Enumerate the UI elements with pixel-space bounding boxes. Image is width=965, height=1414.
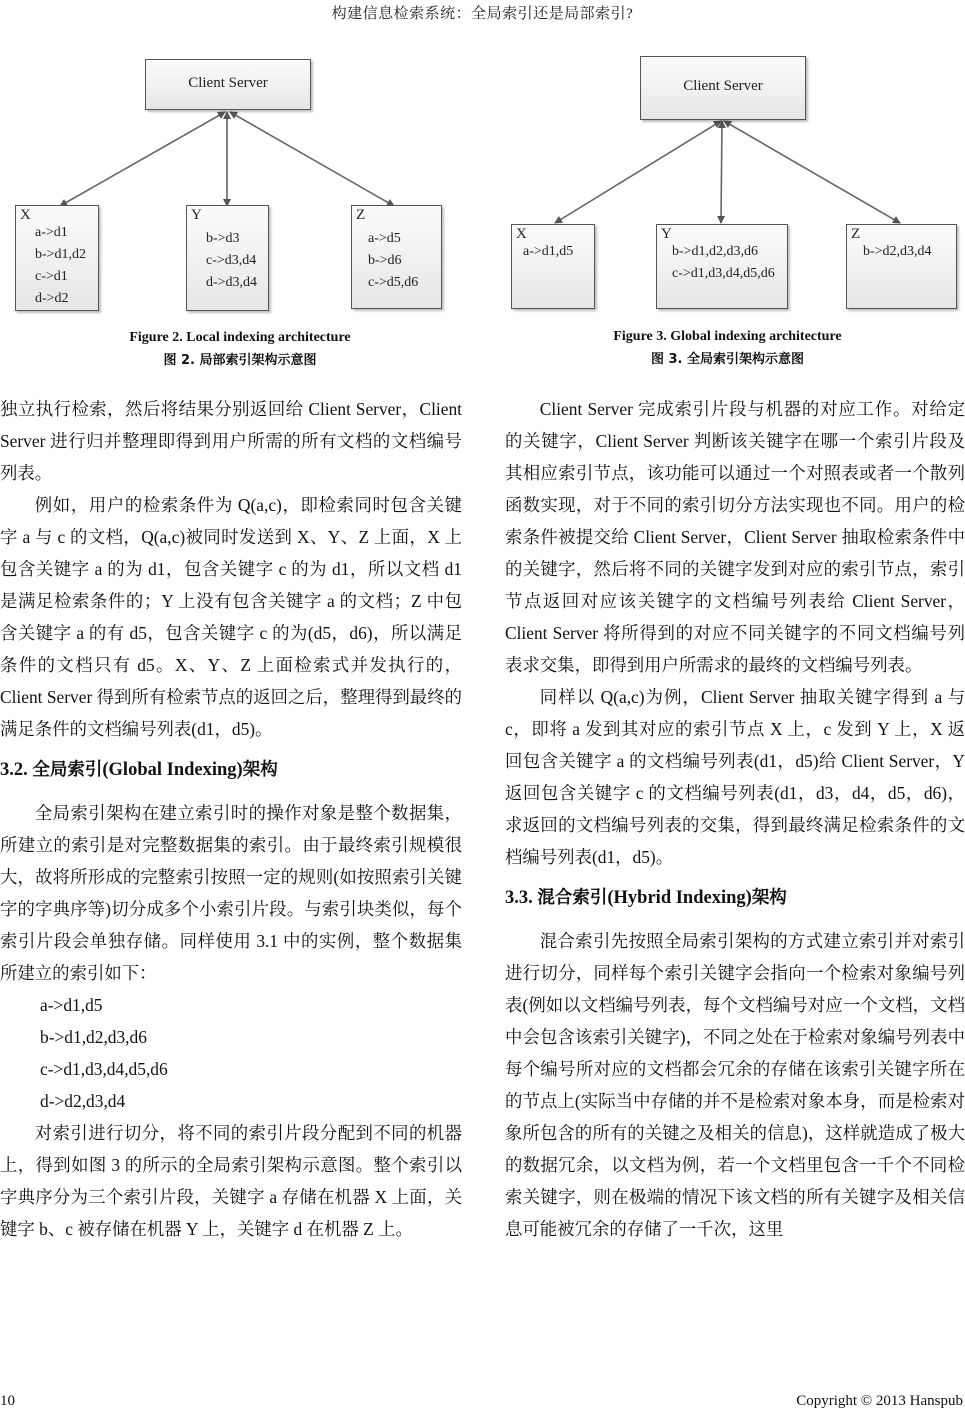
node-label: Y (661, 226, 672, 242)
node-label: X (516, 226, 527, 242)
index-entry: d->d2 (35, 291, 69, 306)
arrow-server-to-z (230, 112, 394, 206)
index-node-z (846, 224, 957, 309)
arrow-server-to-y (721, 121, 722, 223)
heading-number: 3.3. (505, 888, 533, 908)
index-node-x (511, 224, 595, 309)
heading-zh: 混合索引 (537, 888, 608, 908)
heading-number: 3.2. (0, 760, 28, 780)
heading-zh: 全局索引 (32, 760, 103, 780)
index-entry: b->d2,d3,d4 (863, 244, 932, 259)
figure-2-caption-en: Figure 2. Local indexing architecture (129, 330, 351, 345)
index-entry: b->d3 (206, 231, 240, 246)
paragraph: Client Server 完成索引片段与机器的对应工作。对给定的关键字，Client Server 判断该关键字在哪一个索引片段及其相应索引节点，该功能可以通过一个对照表或者一个散列函数实现，对于不同的索引切分方法实现也不同。用户的检索条件被提交给 Client Server，Client Server 抽取检索条件中的关键字，然后将不同的关键字发到对应的索引节点，索引节点返回对应该关键字的文档编号列表给 Client Server，Client Server 将所得到的对应不同关键字的不同文档编号列表求交集，即得到用户所需求的最终的文档编号列表。 (505, 399, 965, 675)
index-line: b->d1,d2,d3,d6 (40, 1027, 147, 1047)
paragraph: 全局索引架构在建立索引时的操作对象是整个数据集，所建立的索引是对完整数据集的索引。由于最终索引规模很大，故将所形成的完整索引按照一定的规则(如按照索引关键字的字典序等)切分成多个小索引片段。与索引块类似，每个索引片段会单独存储。同样使用 3.1 中的实例，整个数据集所建立的索引如下： (0, 803, 462, 983)
index-line: c->d1,d3,d4,d5,d6 (40, 1059, 168, 1079)
index-entry: b->d1,d2,d3,d6 (672, 244, 759, 259)
client-server-label: Client Server (683, 78, 763, 94)
figure-global-indexing (490, 40, 965, 370)
paragraph: 独立执行检索，然后将结果分别返回给 Client Server，Client Server 进行归并整理即得到用户所需的所有文档的文档编号列表。 (0, 399, 462, 483)
figure-3-caption-en: Figure 3. Global indexing architecture (613, 329, 842, 344)
index-entry: b->d6 (368, 253, 402, 268)
running-head: 构建信息检索系统：全局索引还是局部索引? (331, 6, 634, 22)
heading-en: (Hybrid Indexing) (607, 888, 752, 908)
page-number: 10 (0, 1393, 15, 1409)
heading-zh: 架构 (242, 760, 278, 780)
paragraph: 混合索引先按照全局索引架构的方式建立索引并对索引进行切分，同样每个索引关键字会指向一个检索对象编号列表(例如以文档编号列表，每个文档编号对应一个文档，文档中会包含该索引关键字)，不同之处在于检索对象编号列表中每个编号所对应的文档都会冗余的存储在该索引关键字所在的节点上(实际当中存储的并不是检索对象本身，而是检索对象所包含的所有的关键之及相关的信息)，这样就造成了极大的数据冗余，以文档为例，若一个文档里包含一千个不同检索关键字，则在极端的情况下该文档的所有关键字及相关信息可能被冗余的存储了一千次，这里 (505, 931, 965, 1239)
index-entry: c->d1 (35, 269, 68, 284)
paragraph: 同样以 Q(a,c)为例，Client Server 抽取关键字得到 a 与 c，即将 a 发到其对应的索引节点 X 上，c 发到 Y 上，X 返回包含关键字 a 的文档编号列表(d1，d5)给 Client Server，Y 返回包含关键字 c 的文档编号列表(d1，d3，d4，d5，d6)，求返回的文档编号列表的交集，得到最终满足检索条件的文档编号列表(d1，d5)。 (505, 687, 965, 867)
section-heading-3-3 (505, 881, 965, 915)
index-node-z (351, 205, 442, 309)
right-column (505, 393, 965, 1245)
index-line: d->d2,d3,d4 (40, 1091, 126, 1111)
client-server-node (640, 56, 806, 120)
figure-local-indexing (0, 40, 480, 370)
figure-3-caption-zh: 图 3. 全局索引架构示意图 (650, 352, 805, 367)
index-entry: a->d1 (35, 225, 68, 240)
paragraph: 例如，用户的检索条件为 Q(a,c)，即检索同时包含关键字 a 与 c 的文档，Q(a,c)被同时发送到 X、Y、Z 上面，X 上包含关键字 a 的为 d1，包含关键字 c 的为 d1，所以文档 d1 是满足检索条件的；Y 上没有包含关键字 a 的文档；Z 中包含关键字 a 的有 d5，包含关键字 c 的为(d5，d6)，所以满足条件的文档只有 d5。X、Y、Z 上面检索式并发执行的，Client Server 得到所有检索节点的返回之后，整理得到最终的满足条件的文档编号列表(d1，d5)。 (0, 495, 462, 739)
index-entry: c->d5,d6 (368, 275, 419, 290)
node-label: X (20, 207, 31, 223)
index-node-y (656, 224, 788, 309)
client-server-node (145, 59, 311, 110)
index-entry: a->d1,d5 (523, 244, 574, 259)
arrow-server-to-x (555, 121, 721, 223)
index-node-x (15, 205, 99, 311)
copyright-notice: Copyright © 2013 Hanspub (796, 1393, 963, 1409)
paragraph: 对索引进行切分，将不同的索引片段分配到不同的机器上，得到如图 3 的所示的全局索引架构示意图。整个索引以字典序分为三个索引片段，关键字 a 存储在机器 X 上面，关键字 b、c 被存储在机器 Y 上，关键字 d 在机器 Z 上。 (0, 1123, 462, 1239)
index-entry: a->d5 (368, 231, 401, 246)
node-label: Y (191, 207, 202, 223)
client-server-label: Client Server (188, 75, 268, 91)
index-entry: c->d1,d3,d4,d5,d6 (672, 266, 775, 281)
index-entry: b->d1,d2 (35, 247, 87, 262)
arrow-server-to-x (60, 112, 225, 206)
index-node-y (186, 205, 269, 311)
node-label: Z (851, 226, 861, 242)
index-line: a->d1,d5 (40, 995, 103, 1015)
heading-zh: 架构 (751, 888, 787, 908)
section-heading-3-2 (0, 753, 462, 787)
heading-en: (Global Indexing) (102, 760, 243, 780)
arrow-server-to-z (724, 121, 900, 223)
node-label: Z (356, 207, 366, 223)
left-column (0, 393, 462, 1245)
index-entry: d->d3,d4 (206, 275, 258, 290)
index-entry: c->d3,d4 (206, 253, 257, 268)
figure-2-caption-zh: 图 2. 局部索引架构示意图 (163, 353, 317, 368)
